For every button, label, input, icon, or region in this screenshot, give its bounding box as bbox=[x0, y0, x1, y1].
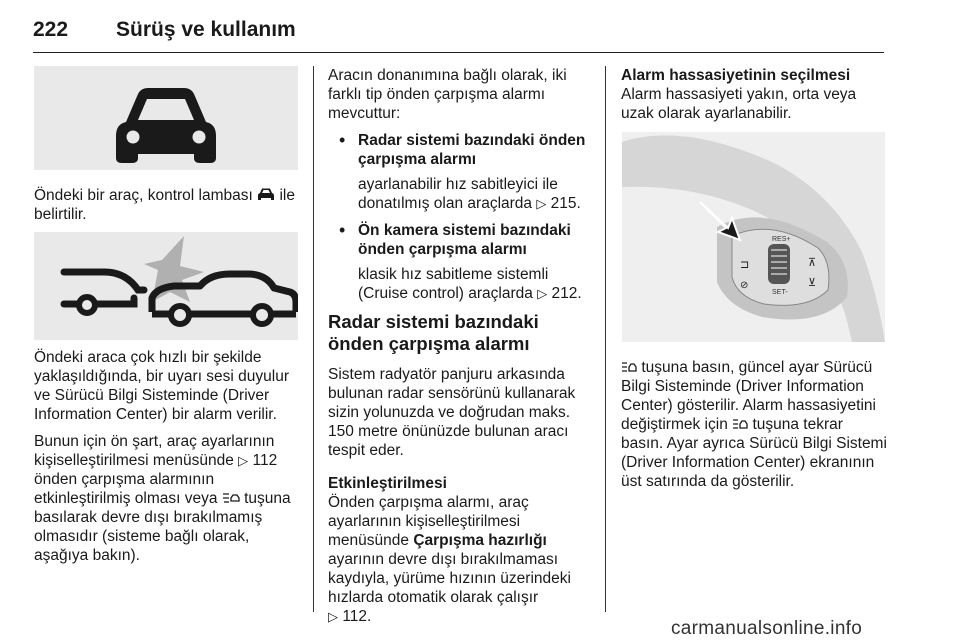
bullet-title: • Ön kamera sistemi bazındaki önden çarpışma alarmı bbox=[358, 222, 571, 258]
paragraph: Sistem radyatör panjuru arkasında bulunan radar sensörünü kullanarak sizin yolunuzda ve doğrudan maks. 150 metre önünüzde bulunan aracı tespit eder. bbox=[328, 366, 576, 459]
paragraph: Aracın donanımına bağlı olarak, iki farklı tip önden çarpışma alarmı mevcuttur: bbox=[328, 67, 567, 122]
res-label: RES+ bbox=[772, 236, 791, 243]
car-front-icon bbox=[34, 66, 298, 170]
collision-illustration-figure bbox=[34, 232, 298, 340]
paragraph: Önden çarpışma alarmı, araç ayarlarının kişiselleştirilmesi menüsünde Çarpışma hazırlığı ayarının devre dışı bırakılmaması kaydıyla, yürüme hızının üzerindeki hızlarda otomatik olarak çalışır ▷ 112. bbox=[328, 494, 571, 625]
following-distance-icon bbox=[732, 417, 748, 430]
column-divider bbox=[313, 66, 314, 612]
paragraph: Alarm hassasiyeti yakın, orta veya uzak olarak ayarlanabilir. bbox=[621, 86, 857, 122]
following-distance-icon bbox=[222, 491, 240, 504]
figure-caption: Öndeki bir araç, kontrol lambası ile belirtilir. bbox=[34, 187, 295, 223]
page-header bbox=[33, 0, 884, 53]
car-warning-light-figure bbox=[34, 66, 298, 170]
svg-text:⊐: ⊐ bbox=[740, 259, 750, 271]
page-reference[interactable]: 212. bbox=[551, 285, 582, 302]
bullet-title: • Radar sistemi bazındaki önden çarpışma alarmı bbox=[358, 132, 586, 168]
bullet-list bbox=[328, 131, 596, 303]
steering-wheel-figure bbox=[622, 132, 885, 342]
set-label: SET- bbox=[772, 289, 788, 296]
paragraph: Bunun için ön şart, araç ayarlarının kişiselleştirilmesi menüsünde ▷ 112 önden çarpışma alarmının etkinleştirilmiş olması veya tuşuna basılarak devre dışı bırakılmamış olmasıdır (sisteme bağlı olarak, aşağıya bakın). bbox=[34, 433, 291, 564]
section-heading: Radar sistemi bazındaki önden çarpışma alarmı bbox=[328, 311, 539, 354]
car-front-icon bbox=[257, 187, 275, 201]
list-item: • Ön kamera sistemi bazındaki önden çarpışma alarmı klasik hız sabitleme sistemli (Cruise control) araçlarda ▷ 212. bbox=[328, 221, 596, 303]
svg-text:⊻: ⊻ bbox=[808, 277, 817, 289]
section-title: Sürüş ve kullanım bbox=[116, 18, 296, 41]
section-heading: Alarm hassasiyetinin seçilmesi bbox=[621, 67, 851, 84]
steering-wheel-controls-illustration bbox=[622, 132, 885, 342]
page-reference-triangle-icon: ▷ bbox=[238, 453, 249, 468]
svg-text:⊘: ⊘ bbox=[740, 280, 749, 291]
page-reference-triangle-icon: ▷ bbox=[536, 196, 547, 211]
subheading: Etkinleştirilmesi bbox=[328, 475, 447, 492]
page-reference[interactable]: 215. bbox=[550, 195, 581, 212]
page-number: 222 bbox=[33, 18, 69, 41]
column-divider bbox=[605, 66, 606, 612]
following-distance-icon bbox=[621, 360, 637, 373]
svg-text:⊼: ⊼ bbox=[808, 257, 817, 269]
list-item: • Radar sistemi bazındaki önden çarpışma alarmı ayarlanabilir hız sabitleyici ile donatılmış olan araçlarda ▷ 215. bbox=[328, 131, 596, 213]
paragraph: Öndeki araca çok hızlı bir şekilde yaklaşıldığında, bir uyarı sesi duyulur ve Sürücü Bilgi Sisteminde (Driver Information Center) bir alarm verilir. bbox=[34, 349, 290, 423]
page-reference[interactable]: 112. bbox=[342, 608, 372, 625]
page-reference-triangle-icon: ▷ bbox=[537, 286, 548, 301]
collision-icon bbox=[34, 232, 298, 340]
paragraph: tuşuna basın, güncel ayar Sürücü Bilgi Sisteminde (Driver Information Center) gösterilir. Alarm hassasiyetini değiştirmek için tuşuna tekrar basın. Ayar ayrıca Sürücü Bilgi Sistemi (Driver Information Center) ekranının üst satırında da gösterilir. bbox=[621, 359, 887, 490]
page-reference-triangle-icon: ▷ bbox=[328, 609, 338, 624]
page-reference[interactable]: 112 bbox=[252, 452, 278, 469]
watermark: carmanualsonline.info bbox=[671, 618, 863, 639]
